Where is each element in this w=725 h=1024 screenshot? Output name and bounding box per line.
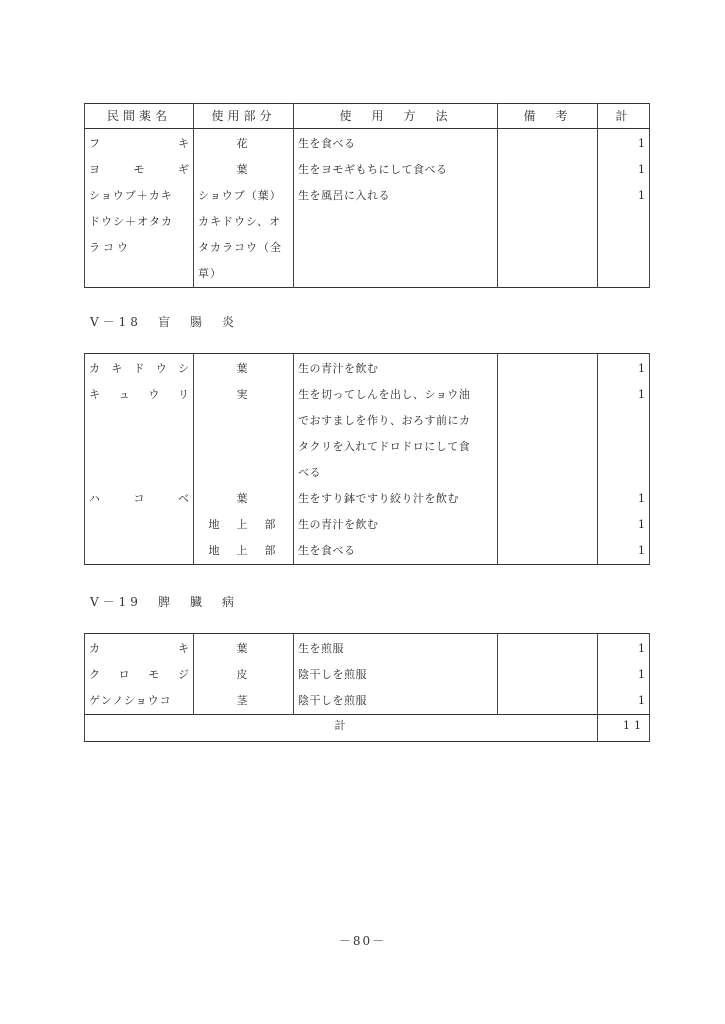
remedy-name bbox=[85, 538, 194, 565]
remedy-method: 生を食べる bbox=[294, 538, 498, 565]
page-number: －80－ bbox=[338, 934, 387, 948]
remedy-name: キュウリ bbox=[85, 382, 194, 408]
table-row bbox=[85, 157, 650, 183]
remedy-method: 陰干しを煎服 bbox=[294, 662, 498, 688]
remedy-remarks bbox=[498, 408, 598, 434]
remedy-count: 1 bbox=[598, 538, 650, 565]
remedy-part: カキドウシ、オ bbox=[194, 209, 294, 235]
header-remarks: 備 考 bbox=[498, 104, 598, 129]
remedy-name: ラコウ bbox=[85, 235, 194, 261]
remedy-count: 1 bbox=[598, 486, 650, 512]
remedy-method: 生を煎服 bbox=[294, 634, 498, 663]
remedy-name bbox=[85, 434, 194, 460]
remedy-part: 茎 bbox=[194, 688, 294, 715]
remedy-count bbox=[598, 235, 650, 261]
table-row bbox=[85, 129, 650, 158]
remedy-count: 1 bbox=[598, 354, 650, 383]
remedy-name bbox=[85, 512, 194, 538]
remedy-part: 草） bbox=[194, 261, 294, 288]
remedy-method: タクリを入れてドロドロにして食 bbox=[294, 434, 498, 460]
total-value: 11 bbox=[598, 715, 650, 742]
table-row bbox=[85, 408, 650, 434]
header-name: 民間薬名 bbox=[85, 104, 194, 129]
remedy-remarks bbox=[498, 183, 598, 209]
remedy-remarks bbox=[498, 662, 598, 688]
remedy-count: 1 bbox=[598, 157, 650, 183]
remedy-count bbox=[598, 209, 650, 235]
remedy-name: ゲンノショウコ bbox=[85, 688, 194, 715]
remedy-count bbox=[598, 460, 650, 486]
remedy-count bbox=[598, 408, 650, 434]
total-label: 計 bbox=[85, 715, 598, 742]
remedy-part: 葉 bbox=[194, 486, 294, 512]
table-row bbox=[85, 662, 650, 688]
remedy-count: 1 bbox=[598, 662, 650, 688]
header-method: 使 用 方 法 bbox=[294, 104, 498, 129]
remedy-name bbox=[85, 261, 194, 288]
remedy-part: タカラコウ（全 bbox=[194, 235, 294, 261]
remedy-name bbox=[85, 460, 194, 486]
remedy-name: カキドウシ bbox=[85, 354, 194, 383]
remedy-table-1 bbox=[84, 103, 650, 288]
remedy-part: 地 上 部 bbox=[194, 538, 294, 565]
total-row bbox=[85, 715, 650, 742]
remedy-count: 1 bbox=[598, 129, 650, 158]
remedy-name: ドウシ＋オタカ bbox=[85, 209, 194, 235]
table-row bbox=[85, 434, 650, 460]
table-row bbox=[85, 512, 650, 538]
remedy-table-3 bbox=[84, 633, 650, 742]
remedy-part: 葉 bbox=[194, 157, 294, 183]
remedy-method: 生をヨモギもちにして食べる bbox=[294, 157, 498, 183]
remedy-remarks bbox=[498, 688, 598, 715]
table-row bbox=[85, 261, 650, 288]
remedy-method: 生を切ってしんを出し、ショウ油 bbox=[294, 382, 498, 408]
remedy-method: べる bbox=[294, 460, 498, 486]
remedy-remarks bbox=[498, 157, 598, 183]
remedy-method: 生を風呂に入れる bbox=[294, 183, 498, 209]
remedy-method: 陰干しを煎服 bbox=[294, 688, 498, 715]
remedy-remarks bbox=[498, 460, 598, 486]
remedy-remarks bbox=[498, 209, 598, 235]
table-row bbox=[85, 183, 650, 209]
remedy-part bbox=[194, 408, 294, 434]
remedy-method bbox=[294, 235, 498, 261]
remedy-count bbox=[598, 261, 650, 288]
remedy-count: 1 bbox=[598, 634, 650, 663]
remedy-count: 1 bbox=[598, 512, 650, 538]
remedy-remarks bbox=[498, 261, 598, 288]
table-row bbox=[85, 235, 650, 261]
section-title-spleen-disease bbox=[90, 593, 238, 610]
remedy-part: 葉 bbox=[194, 354, 294, 383]
remedy-name: カ キ bbox=[85, 634, 194, 663]
header-count: 計 bbox=[598, 104, 650, 129]
remedy-method: でおすましを作り、おろす前にカ bbox=[294, 408, 498, 434]
section-code: V－18 bbox=[90, 315, 142, 329]
remedy-part: 地 上 部 bbox=[194, 512, 294, 538]
remedy-method: 生の青汁を飲む bbox=[294, 354, 498, 383]
remedy-part bbox=[194, 434, 294, 460]
remedy-method bbox=[294, 209, 498, 235]
header-part: 使用部分 bbox=[194, 104, 294, 129]
remedy-remarks bbox=[498, 354, 598, 383]
remedy-name bbox=[85, 408, 194, 434]
remedy-remarks bbox=[498, 512, 598, 538]
table-row bbox=[85, 634, 650, 663]
remedy-part: 花 bbox=[194, 129, 294, 158]
table-row bbox=[85, 460, 650, 486]
table-row bbox=[85, 538, 650, 565]
remedy-name: フ キ bbox=[85, 129, 194, 158]
remedy-count: 1 bbox=[598, 382, 650, 408]
remedy-remarks bbox=[498, 486, 598, 512]
remedy-name: ヨ モ ギ bbox=[85, 157, 194, 183]
remedy-name: ショウブ＋カキ bbox=[85, 183, 194, 209]
table-row bbox=[85, 486, 650, 512]
section-code: V－19 bbox=[90, 595, 142, 609]
section-title-appendicitis bbox=[90, 313, 238, 330]
remedy-remarks bbox=[498, 634, 598, 663]
table-row bbox=[85, 354, 650, 383]
table-row bbox=[85, 209, 650, 235]
remedy-method: 生を食べる bbox=[294, 129, 498, 158]
remedy-remarks bbox=[498, 434, 598, 460]
remedy-count bbox=[598, 434, 650, 460]
remedy-count: 1 bbox=[598, 688, 650, 715]
remedy-remarks bbox=[498, 129, 598, 158]
remedy-remarks bbox=[498, 235, 598, 261]
remedy-part: 実 bbox=[194, 382, 294, 408]
remedy-method: 生をすり鉢ですり絞り汁を飲む bbox=[294, 486, 498, 512]
section-text: 脾 臓 病 bbox=[157, 595, 238, 609]
table-row bbox=[85, 688, 650, 715]
remedy-name: クロモジ bbox=[85, 662, 194, 688]
remedy-part: 葉 bbox=[194, 634, 294, 663]
table-row bbox=[85, 382, 650, 408]
remedy-part: ショウブ（葉） bbox=[194, 183, 294, 209]
remedy-count: 1 bbox=[598, 183, 650, 209]
remedy-remarks bbox=[498, 538, 598, 565]
section-text: 盲 腸 炎 bbox=[157, 315, 238, 329]
table-header-row bbox=[85, 104, 650, 129]
remedy-table-2 bbox=[84, 353, 650, 565]
remedy-method bbox=[294, 261, 498, 288]
remedy-part bbox=[194, 460, 294, 486]
remedy-remarks bbox=[498, 382, 598, 408]
remedy-method: 生の青汁を飲む bbox=[294, 512, 498, 538]
remedy-part: 皮 bbox=[194, 662, 294, 688]
remedy-name: ハ コ ベ bbox=[85, 486, 194, 512]
